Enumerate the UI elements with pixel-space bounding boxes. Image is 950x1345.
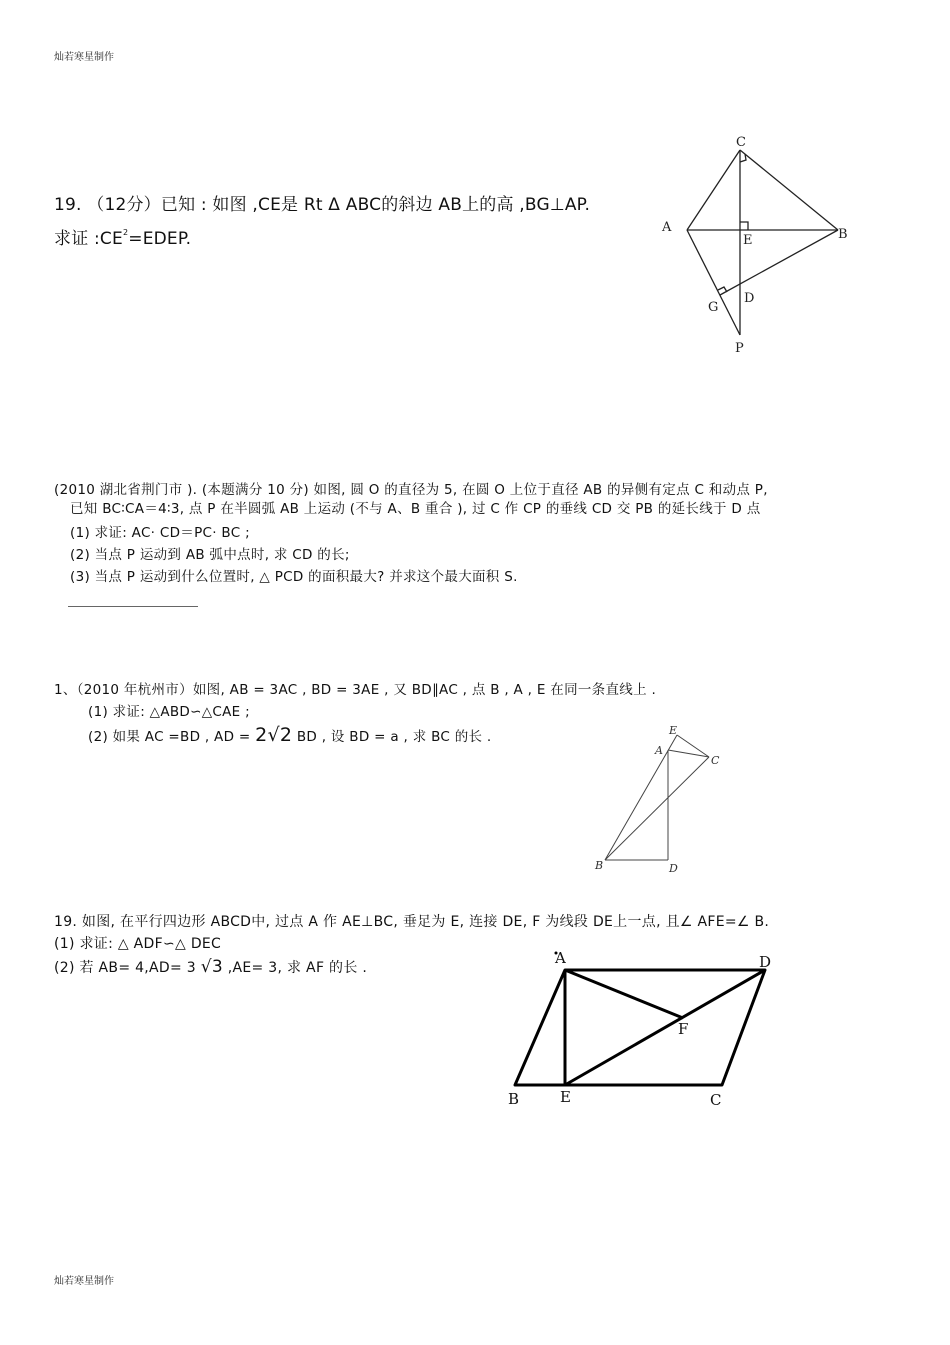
seg-AP — [687, 230, 740, 335]
problem3-q2 — [88, 724, 492, 746]
label-C: C — [710, 1091, 722, 1109]
label-B: B — [838, 227, 848, 242]
problem2-q3: (3) 当点 P 运动到什么位置时, △ PCD 的面积最大? 并求这个最大面积 S. — [70, 569, 518, 585]
figure-2-triangles — [585, 715, 735, 880]
divider-line — [68, 606, 198, 607]
superscript: 2 — [122, 228, 129, 237]
problem2-line2: 已知 BC∶CA＝4∶3, 点 P 在半圆弧 AB 上运动 (不与 A、B 重合 ), 过 C 作 CP 的垂线 CD 交 PB 的延长线于 D 点 — [70, 501, 761, 517]
problem3-line1: 1、（2010 年杭州市）如图, AB = 3AC , BD = 3AE , 又 BD∥AC , 点 B , A , E 在同一条直线上 . — [54, 682, 657, 698]
seg-BG — [720, 230, 838, 295]
problem2-q1: (1) 求证: AC· CD＝PC· BC ; — [70, 525, 250, 541]
label-G: G — [708, 300, 719, 315]
figure-1-quadrilateral — [650, 130, 870, 360]
radical-2sqrt2: 2√2 — [255, 724, 293, 746]
label-D: D — [759, 953, 772, 971]
label-A: A — [555, 949, 566, 967]
label-D: D — [669, 862, 678, 875]
watermark-top: 灿若寒星制作 — [54, 52, 114, 63]
right-angle-E — [740, 222, 748, 230]
q2-part-b: ,AE= 3, 求 AF 的长 . — [223, 960, 368, 976]
problem1-prove — [54, 224, 191, 249]
prove-prefix: 求证 :CE — [54, 229, 123, 249]
seg-ED — [565, 970, 765, 1085]
label-E: E — [560, 1088, 571, 1106]
problem1-statement: 19. （12分）已知 : 如图 ,CE是 Rt Δ ABC的斜边 AB上的高 ,BG⊥AP. — [54, 195, 591, 215]
problem2-q2: (2) 当点 P 运动到 AB 弧中点时, 求 CD 的长; — [70, 547, 350, 563]
radical-sqrt3: √3 — [200, 957, 223, 977]
label-A: A — [662, 220, 672, 235]
q2-part-a: (2) 若 AB= 4,AD= 3 — [54, 960, 201, 976]
seg-BE — [605, 735, 677, 860]
label-C: C — [711, 754, 720, 767]
watermark-bottom: 灿若寒星制作 — [54, 1276, 114, 1287]
label-C: C — [736, 135, 746, 150]
prove-suffix: =EDEP. — [128, 229, 192, 249]
label-P: P — [735, 341, 744, 356]
problem2-line1: (2010 湖北省荆门市 ). (本题满分 10 分) 如图, 圆 O 的直径为 5, 在圆 O 上位于直径 AB 的异侧有定点 C 和动点 P, — [54, 482, 768, 498]
label-E: E — [669, 724, 678, 737]
label-E: E — [743, 233, 753, 248]
seg-EC — [677, 735, 709, 757]
q2-part-b: BD , 设 BD = a , 求 BC 的长 . — [292, 729, 492, 745]
label-B: B — [508, 1090, 520, 1108]
problem4-q2 — [54, 957, 367, 977]
q2-part-a: (2) 如果 AC =BD , AD = — [88, 729, 256, 745]
seg-AC — [668, 750, 709, 757]
problem3-q1: (1) 求证: △ABD∽△CAE ; — [88, 704, 250, 720]
seg-CB — [740, 150, 838, 230]
problem4-line1: 19. 如图, 在平行四边形 ABCD中, 过点 A 作 AE⊥BC, 垂足为 E, 连接 DE, F 为线段 DE上一点, 且∠ AFE=∠ B. — [54, 914, 770, 930]
seg-CA — [687, 150, 740, 230]
seg-AF — [565, 970, 683, 1018]
seg-BC — [605, 757, 709, 860]
figure-3-parallelogram — [500, 940, 790, 1115]
right-angle-C — [740, 154, 746, 162]
label-B: B — [595, 859, 604, 872]
parallelogram-ABCD — [515, 970, 765, 1085]
label-A: A — [655, 744, 663, 757]
label-D: D — [744, 291, 755, 306]
problem4-q1: (1) 求证: △ ADF∽△ DEC — [54, 936, 222, 952]
label-F: F — [678, 1020, 689, 1038]
